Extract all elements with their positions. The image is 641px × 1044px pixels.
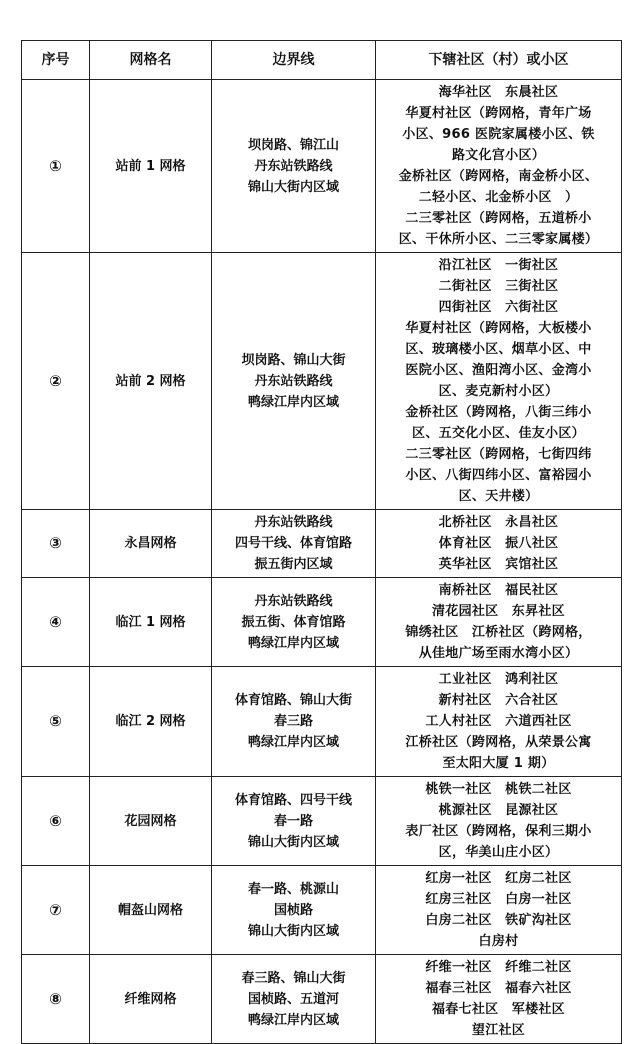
community-line: 从佳地广场至雨水湾小区） <box>418 646 579 661</box>
boundary-cell <box>212 578 376 667</box>
community-line: 新村社区 六合社区 <box>438 693 559 708</box>
grid-name: 站前 2 网格 <box>90 253 212 510</box>
grid-name: 临江 1 网格 <box>90 578 212 667</box>
boundary-line: 体育馆路、四号干线 <box>234 792 352 808</box>
communities-cell <box>376 955 622 1044</box>
communities-cell <box>376 777 622 866</box>
boundary-cell <box>212 955 376 1044</box>
boundary-cell <box>212 777 376 866</box>
boundary-line: 锦山大街内区域 <box>247 923 339 939</box>
boundary-cell <box>212 80 376 253</box>
community-line: 华夏村社区（跨网格，大板楼小 <box>405 321 592 336</box>
community-line: 至太阳大厦 1 期） <box>442 756 555 771</box>
row-index: ③ <box>22 510 90 578</box>
community-line: 二轻小区、北金桥小区 ） <box>418 190 579 205</box>
community-line: 区、天井楼） <box>458 489 539 504</box>
community-line: 金桥社区（跨网格，八街三纬小 <box>405 405 592 420</box>
communities-cell <box>376 866 622 955</box>
boundary-line: 丹东站铁路线 <box>254 158 333 174</box>
boundary-line: 鸭绿江岸内区域 <box>247 735 339 750</box>
boundary-line: 锦山大街内区域 <box>247 834 339 850</box>
boundary-line: 鸭绿江岸内区域 <box>247 1012 339 1028</box>
grid-table <box>21 40 622 1044</box>
community-line: 医院小区、渔阳湾小区、金湾小 <box>405 363 592 378</box>
row-index: ⑤ <box>22 667 90 777</box>
communities-cell <box>376 578 622 667</box>
boundary-line: 振五街内区域 <box>254 557 333 572</box>
table-row <box>22 667 622 777</box>
community-line: 清花园社区 东昇社区 <box>431 604 565 619</box>
community-line: 纤维一社区 纤维二社区 <box>425 960 572 975</box>
community-line: 南桥社区 福民社区 <box>438 583 559 598</box>
table-row <box>22 578 622 667</box>
community-line: 工人村社区 六道西社区 <box>425 714 572 729</box>
row-index: ④ <box>22 578 90 667</box>
community-line: 锦绣社区 江桥社区（跨网格， <box>405 625 592 640</box>
community-line: 二三零社区（跨网格，七街四纬 <box>405 447 592 462</box>
table-row <box>22 866 622 955</box>
community-line: 望江社区 <box>471 1023 526 1038</box>
boundary-line: 振五街、体育馆路 <box>241 614 346 630</box>
header-communities: 下辖社区（村）或小区 <box>376 41 622 80</box>
community-line: 英华社区 宾馆社区 <box>438 557 559 572</box>
boundary-line: 春三路 <box>273 714 313 729</box>
community-line: 福春七社区 军楼社区 <box>431 1002 565 1017</box>
community-line: 工业社区 鸿利社区 <box>438 672 559 687</box>
boundary-line: 丹东站铁路线 <box>254 593 333 609</box>
community-line: 华夏村社区（跨网格，青年广场 <box>405 106 592 121</box>
header-index: 序号 <box>22 41 90 80</box>
community-line: 二街社区 三街社区 <box>438 279 559 294</box>
header-grid-name: 网格名 <box>90 41 212 80</box>
communities-cell <box>376 80 622 253</box>
community-line: 沿江社区 一街社区 <box>438 258 559 273</box>
boundary-line: 鸭绿江岸内区域 <box>247 635 339 651</box>
community-line: 桃源社区 昆源社区 <box>438 803 559 818</box>
community-line: 桃铁一社区 桃铁二社区 <box>425 782 572 797</box>
boundary-line: 春一路、桃源山 <box>247 881 339 897</box>
community-line: 白房二社区 铁矿沟社区 <box>425 913 572 928</box>
community-line: 红房一社区 红房二社区 <box>425 871 572 886</box>
communities-cell <box>376 510 622 578</box>
communities-cell <box>376 667 622 777</box>
community-line: 区、五交化小区、佳友小区） <box>412 426 585 441</box>
communities-cell <box>376 253 622 510</box>
boundary-line: 春一路 <box>273 813 313 829</box>
table-row <box>22 80 622 253</box>
boundary-line: 四号干线、体育馆路 <box>234 536 352 551</box>
boundary-cell <box>212 253 376 510</box>
boundary-cell <box>212 667 376 777</box>
boundary-line: 丹东站铁路线 <box>254 373 333 389</box>
community-line: 表厂社区（跨网格，保利三期小 <box>405 824 592 839</box>
community-line: 北桥社区 永昌社区 <box>438 515 559 530</box>
table-row <box>22 253 622 510</box>
boundary-line: 国桢路、五道河 <box>247 991 339 1007</box>
grid-name: 帽盔山网格 <box>90 866 212 955</box>
row-index: ⑧ <box>22 955 90 1044</box>
community-line: 体育社区 振八社区 <box>438 536 559 551</box>
row-index: ⑦ <box>22 866 90 955</box>
community-line: 红房三社区 白房一社区 <box>425 892 572 907</box>
boundary-line: 国桢路 <box>273 902 313 918</box>
community-line: 四街社区 六街社区 <box>438 300 559 315</box>
boundary-line: 丹东站铁路线 <box>254 515 333 530</box>
community-line: 区、玻璃楼小区、烟草小区、中 <box>405 342 592 357</box>
boundary-line: 春三路、锦山大街 <box>241 970 346 986</box>
boundary-line: 坝岗路、锦山大街 <box>241 352 346 368</box>
grid-name: 临江 2 网格 <box>90 667 212 777</box>
row-index: ⑥ <box>22 777 90 866</box>
table-header-row <box>22 41 622 80</box>
header-boundary: 边界线 <box>212 41 376 80</box>
community-line: 福春三社区 福春六社区 <box>425 981 572 996</box>
boundary-cell <box>212 866 376 955</box>
community-line: 区、麦克新村小区） <box>438 384 559 399</box>
community-line: 白房村 <box>478 934 519 949</box>
boundary-line: 体育馆路、锦山大街 <box>234 693 352 708</box>
grid-name: 花园网格 <box>90 777 212 866</box>
grid-name: 纤维网格 <box>90 955 212 1044</box>
boundary-line: 坝岗路、锦江山 <box>247 137 339 153</box>
community-line: 区、干休所小区、二三零家属楼） <box>398 232 599 247</box>
community-line: 海华社区 东晨社区 <box>438 85 559 100</box>
community-line: 区，华美山庄小区） <box>438 845 559 860</box>
boundary-cell <box>212 510 376 578</box>
grid-name: 永昌网格 <box>90 510 212 578</box>
boundary-line: 锦山大街内区域 <box>247 179 339 195</box>
community-line: 路文化宫小区） <box>451 148 546 163</box>
community-line: 二三零社区（跨网格，五道桥小 <box>405 211 592 226</box>
boundary-line: 鸭绿江岸内区域 <box>247 394 339 410</box>
community-line: 小区、966 医院家属楼小区、铁 <box>402 127 595 142</box>
grid-name: 站前 1 网格 <box>90 80 212 253</box>
community-line: 金桥社区（跨网格，南金桥小区、 <box>398 169 599 184</box>
table-row <box>22 955 622 1044</box>
row-index: ② <box>22 253 90 510</box>
table-body <box>22 80 622 1044</box>
row-index: ① <box>22 80 90 253</box>
community-line: 江桥社区（跨网格，从荣景公寓 <box>405 735 592 750</box>
community-line: 小区、八街四纬小区、富裕园小 <box>405 468 592 483</box>
table-row <box>22 510 622 578</box>
table-row <box>22 777 622 866</box>
